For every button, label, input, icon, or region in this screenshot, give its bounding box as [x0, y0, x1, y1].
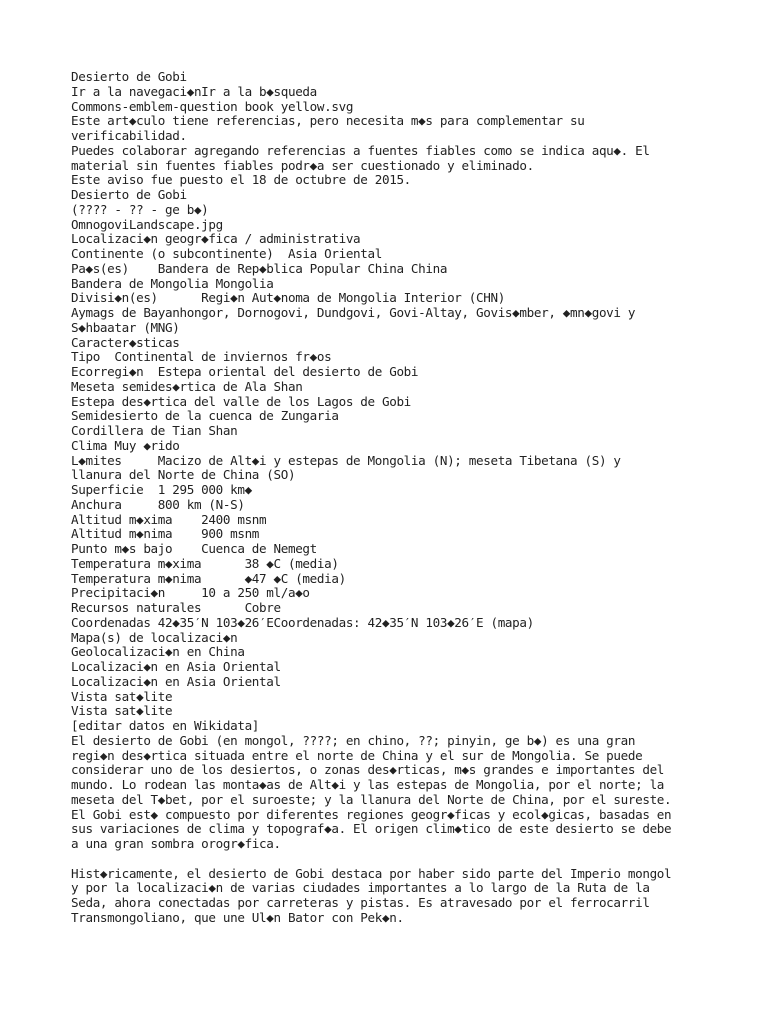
text-line: El desierto de Gobi (en mongol, ????; en chino, ??; pinyin, ge b◆) es una gran: [71, 732, 636, 748]
text-line: OmnogoviLandscape.jpg: [71, 216, 223, 232]
document-text: [71, 70, 711, 926]
text-line: Meseta semides◆rtica de Ala Shan: [71, 378, 303, 394]
text-line: Clima Muy ◆rido: [71, 437, 180, 453]
text-line: Localizaci◆n en Asia Oriental: [71, 659, 281, 674]
text-line: Divisi◆n(es) Regi◆n Aut◆noma de Mongolia Interior (CHN): [71, 290, 505, 306]
text-line: sus variaciones de clima y topograf◆a. El origen clim◆tico de este desierto se debe: [71, 821, 672, 837]
text-line: Cordillera de Tian Shan: [71, 423, 238, 438]
text-line: Transmongoliano, que une Ul◆n Bator con Pek◆n.: [71, 909, 404, 925]
blank-line: [71, 852, 711, 867]
text-line: Altitud m◆nima 900 msnm: [71, 526, 260, 542]
text-line: a una gran sombra orogr◆fica.: [71, 836, 281, 851]
text-line: Temperatura m◆xima 38 ◆C (media): [71, 555, 339, 571]
text-line: regi◆n des◆rtica situada entre el norte de China y el sur de Mongolia. Se puede: [71, 747, 643, 763]
text-line: Tipo Continental de inviernos fr◆os: [71, 349, 332, 365]
text-line: Localizaci◆n geogr◆fica / administrativa: [71, 231, 361, 247]
text-line: Recursos naturales Cobre: [71, 600, 281, 615]
text-line: Bandera de Mongolia Mongolia: [71, 275, 274, 291]
text-line: Hist◆ricamente, el desierto de Gobi destaca por haber sido parte del Imperio mongol: [71, 865, 672, 881]
text-line: [editar datos en Wikidata]: [71, 718, 260, 733]
text-line: Superficie 1 295 000 km◆: [71, 482, 252, 497]
text-line: Precipitaci◆n 10 a 250 ml/a◆o: [71, 585, 310, 601]
text-line: Pa◆s(es) Bandera de Rep◆blica Popular China China: [71, 260, 448, 276]
text-line: Vista sat◆lite: [71, 703, 173, 719]
text-line: Punto m◆s bajo Cuenca de Nemegt: [71, 541, 317, 556]
text-line: Anchura 800 km (N-S): [71, 496, 245, 512]
text-line: Ir a la navegaci◆nIr a la b◆squeda: [71, 83, 317, 99]
text-line: Este aviso fue puesto el 18 de octubre de 2015.: [71, 172, 411, 188]
text-line: Este art◆culo tiene referencias, pero necesita m◆s para complementar su: [71, 113, 585, 129]
text-line: Geolocalizaci◆n en China: [71, 644, 245, 660]
text-line: Coordenadas 42◆35′N 103◆26′ECoordenadas: 42◆35′N 103◆26′E (mapa): [71, 614, 534, 630]
text-line: Ecorregi◆n Estepa oriental del desierto de Gobi: [71, 364, 419, 379]
text-line: Localizaci◆n en Asia Oriental: [71, 673, 281, 689]
text-line: considerar uno de los desiertos, o zonas des◆rticas, m◆s grandes e importantes del: [71, 762, 665, 778]
text-line: Aymags de Bayanhongor, Dornogovi, Dundgovi, Govi-Altay, Govis◆mber, ◆mn◆govi y: [71, 305, 636, 320]
text-line: Estepa des◆rtica del valle de los Lagos de Gobi: [71, 393, 411, 409]
text-line: El Gobi est◆ compuesto por diferentes regiones geogr◆ficas y ecol◆gicas, basadas en: [71, 806, 672, 822]
text-line: meseta del T◆bet, por el suroeste; y la llanura del Norte de China, por el sureste.: [71, 791, 672, 807]
text-line: Desierto de Gobi: [71, 69, 187, 84]
text-line: verificabilidad.: [71, 128, 187, 143]
text-line: material sin fuentes fiables podr◆a ser cuestionado y eliminado.: [71, 157, 534, 173]
text-line: Continente (o subcontinente) Asia Oriental: [71, 246, 382, 261]
text-line: Vista sat◆lite: [71, 688, 173, 704]
text-line: Puedes colaborar agregando referencias a fuentes fiables como se indica aqu◆. El: [71, 142, 650, 158]
text-line: Desierto de Gobi: [71, 187, 187, 202]
text-line: llanura del Norte de China (SO): [71, 467, 296, 483]
text-line: Commons-emblem-question book yellow.svg: [71, 98, 354, 114]
text-line: mundo. Lo rodean las monta◆as de Alt◆i y las estepas de Mongolia, por el norte; la: [71, 777, 665, 792]
text-line: Semidesierto de la cuenca de Zungaria: [71, 408, 339, 424]
text-line: Temperatura m◆nima ◆47 ◆C (media): [71, 570, 346, 586]
text-line: (???? - ?? - ge b◆): [71, 201, 209, 217]
text-line: L◆mites Macizo de Alt◆i y estepas de Mongolia (N); meseta Tibetana (S) y: [71, 452, 621, 468]
text-line: Mapa(s) de localizaci◆n: [71, 629, 238, 645]
text-line: S◆hbaatar (MNG): [71, 319, 180, 335]
text-line: y por la localizaci◆n de varias ciudades importantes a lo largo de la Ruta de la: [71, 880, 650, 896]
text-line: Altitud m◆xima 2400 msnm: [71, 511, 267, 527]
text-line: Caracter◆sticas: [71, 334, 180, 350]
text-line: Seda, ahora conectadas por carreteras y pistas. Es atravesado por el ferrocarril: [71, 895, 650, 910]
